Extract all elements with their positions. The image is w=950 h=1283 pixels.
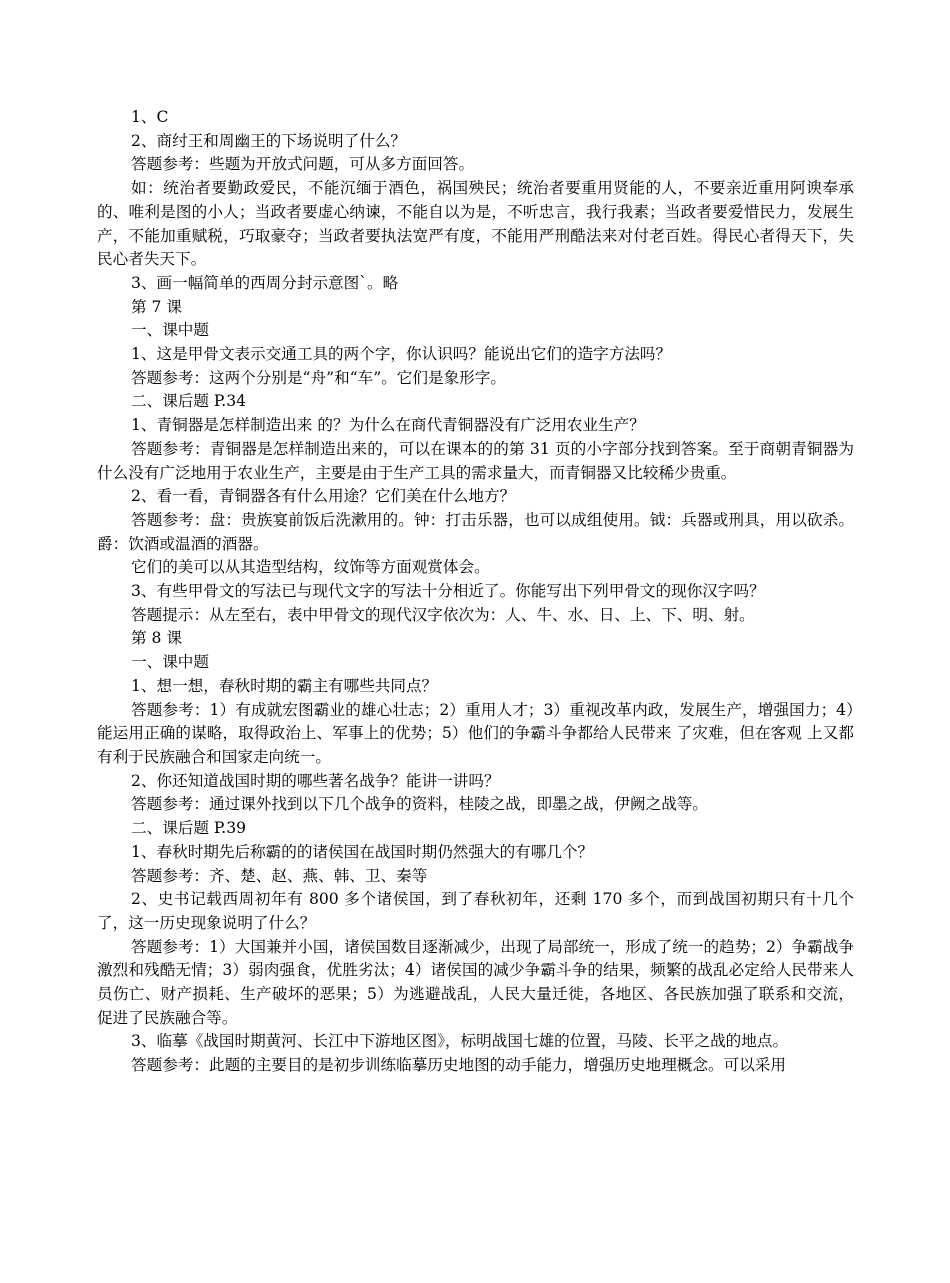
question-line: 2、商纣王和周幽王的下场说明了什么？ [131,131,407,150]
question-line: 1、春秋时期先后称霸的的诸侯国在战国时期仍然强大的有哪几个？ [131,842,594,861]
answer-line: 1、C [131,108,169,126]
question-line: 3、有些甲骨文的写法已与现代文字的写法十分相近了。你能写出下列甲骨文的现你汉字吗？ [131,582,765,601]
question-line: 3、临摹《战国时期黄河、长江中下游地区图》，标明战国七雄的位置，马陵、长平之战的地点。 [131,1032,789,1051]
lesson-heading: 第 7 课 [131,297,183,316]
answer-reference: 答题参考：些题为开放式问题，可从多方面回答。 [131,155,475,174]
answer-paragraph: 答题参考：青铜器是怎样制造出来的，可以在课本的的第 31 页的小字部分找到答案。至于商朝青铜器为什么没有广泛地用于农业生产，主要是由于生产工具的需求量大，而青铜器又比较稀少贵重。 [97,439,854,482]
lesson-heading: 第 8 课 [131,629,183,648]
question-line: 2、你还知道战国时期的哪些著名战争？能讲一讲吗？ [131,771,500,790]
question-line: 3、画一幅简单的西周分封示意图`。略 [131,273,399,292]
answer-reference: 答题参考：这两个分别是“舟”和“车”。它们是象形字。 [131,368,506,387]
answer-paragraph: 答题参考：1）大国兼并小国，诸侯国数目逐渐减少，出现了局部统一，形成了统一的趋势；2）争霸战争激烈和残酷无情；3）弱肉强食，优胜劣汰；4）诸侯国的减少争霸斗争的结果，频繁的战乱必定给人民带来人员伤亡、财产损耗、生产破坏的恶果；5）为逃避战乱，人民大量迁徙，各地区、各民族加强了联系和交流，促进了民族融合等。 [97,937,854,1027]
section-heading: 二、课后题 P.39 [131,819,247,838]
answer-reference: 答题参考：齐、楚、赵、燕、韩、卫、秦等 [131,866,428,885]
question-line: 2、看一看，青铜器各有什么用途？它们美在什么地方？ [131,487,516,506]
section-heading: 二、课后题 P.34 [131,392,247,411]
question-line: 1、这是甲骨文表示交通工具的两个字，你认识吗？能说出它们的造字方法吗？ [131,345,672,364]
answer-reference: 答题参考：通过课外找到以下几个战争的资料，桂陵之战，即墨之战，伊阙之战等。 [131,795,708,814]
answer-paragraph: 如：统治者要勤政爱民，不能沉缅于酒色，祸国殃民；统治者要重用贤能的人，不要亲近重用阿谀奉承的、唯利是图的小人；当政者要虚心纳谏，不能自以为是，不听忠言，我行我素；当政者要爱惜民力，发展生产，不能加重赋税，巧取豪夺；当政者要执法宽严有度，不能用严刑酷法来对付老百姓。得民心者得天下，失民心者失天下。 [97,179,854,269]
answer-paragraph: 答题参考：1）有成就宏图霸业的雄心壮志；2）重用人才；3）重视改革内政，发展生产，增强国力；4）能运用正确的谋略，取得政治上、军事上的优势；5）他们的争霸斗争都给人民带来 了灾难，但在客观 上又都有利于民族融合和国家走向统一。 [97,700,854,766]
question-line: 1、青铜器是怎样制造出来 的？为什么在商代青铜器没有广泛用农业生产？ [131,416,645,435]
answer-hint: 答题提示：从左至右，表中甲骨文的现代汉字依次为：人、牛、水、日、上、下、明、射。 [131,605,755,624]
question-line: 1、想一想，春秋时期的霸主有哪些共同点？ [131,676,438,695]
answer-line: 它们的美可以从其造型结构，纹饰等方面观赏体会。 [131,558,490,577]
answer-paragraph: 答题参考：此题的主要目的是初步训练临摹历史地图的动手能力，增强历史地理概念。可以采用 [131,1056,786,1075]
answer-paragraph: 答题参考：盘：贵族宴前饭后洗漱用的。钟：打击乐器，也可以成组使用。钺：兵器或刑具，用以砍杀。爵：饮酒或温酒的酒器。 [97,510,854,553]
section-heading: 一、课中题 [131,653,209,672]
question-paragraph: 2、史书记载西周初年有 800 多个诸侯国，到了春秋初年，还剩 170 多个，而到战国初期只有十几个了，这一历史现象说明了什么？ [97,890,854,932]
section-heading: 一、课中题 [131,321,209,340]
